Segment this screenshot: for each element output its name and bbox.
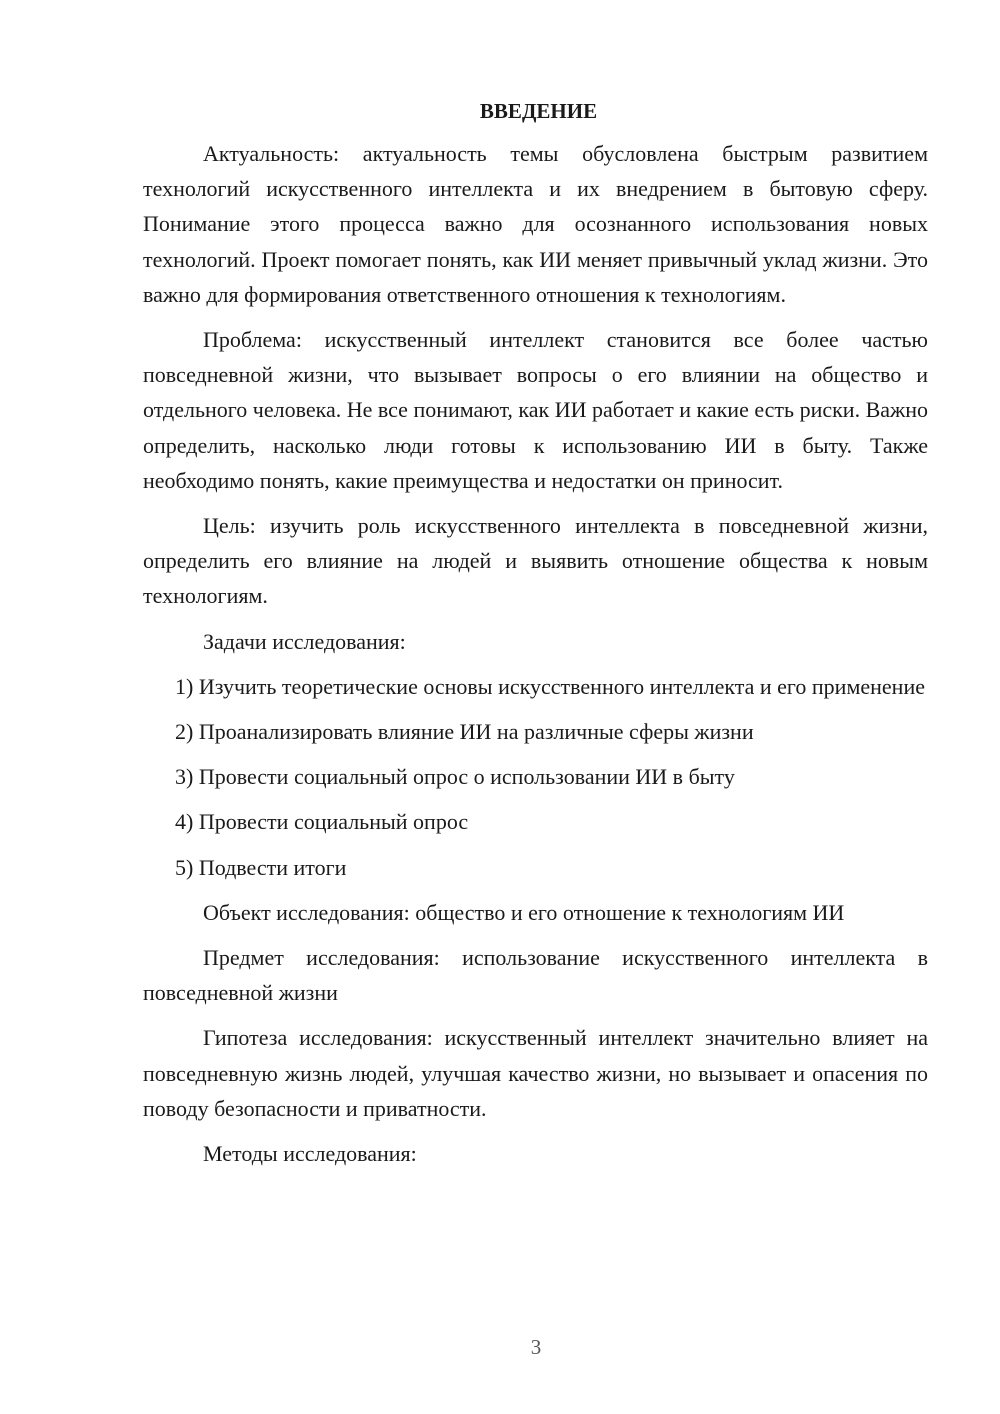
task-item: 1) Изучить теоретические основы искусственного интеллекта и его применение: [175, 673, 925, 699]
subject-paragraph: Предмет исследования: использование искусственного интеллекта в повседневной жизни: [143, 945, 928, 1006]
task-item: 3) Провести социальный опрос о использовании ИИ в быту: [175, 764, 735, 790]
hypothesis-paragraph: Гипотеза исследования: искусственный интеллект значительно влияет на повседневную жизнь людей, улучшая качество жизни, но вызывает и опасения по поводу безопасности и приватности.: [143, 1025, 928, 1121]
goal-paragraph: Цель: изучить роль искусственного интеллекта в повседневной жизни, определить его влияние на людей и выявить отношение общества к новым технологиям.: [143, 513, 928, 609]
task-item: 4) Провести социальный опрос: [175, 809, 469, 835]
methods-heading: Методы исследования:: [203, 1141, 417, 1167]
page-number: 3: [530, 1335, 542, 1359]
relevance-paragraph: Актуальность: актуальность темы обусловлена быстрым развитием технологий искусственного интеллекта и их внедрением в бытовую сферу. Понимание этого процесса важно для осознанного использования новых технологий. Проект помогает понять, как ИИ меняет привычный уклад жизни. Это важно для формирования ответственного отношения к технологиям.: [143, 141, 928, 307]
task-item: 2) Проанализировать влияние ИИ на различные сферы жизни: [175, 719, 754, 745]
section-heading: ВВЕДЕНИЕ: [479, 99, 598, 123]
task-item: 5) Подвести итоги: [175, 854, 347, 880]
object-paragraph: Объект исследования: общество и его отношение к технологиям ИИ: [203, 899, 845, 925]
tasks-heading: Задачи исследования:: [203, 628, 406, 654]
tasks-list: [143, 669, 928, 885]
problem-paragraph: Проблема: искусственный интеллект становится все более частью повседневной жизни, что вызывает вопросы о его влиянии на общество и отдельного человека. Не все понимают, как ИИ работает и какие есть риски. Важно определить, насколько люди готовы к использованию ИИ в быту. Также необходимо понять, какие преимущества и недостатки он приносит.: [143, 327, 928, 493]
page-content: [143, 96, 928, 1171]
